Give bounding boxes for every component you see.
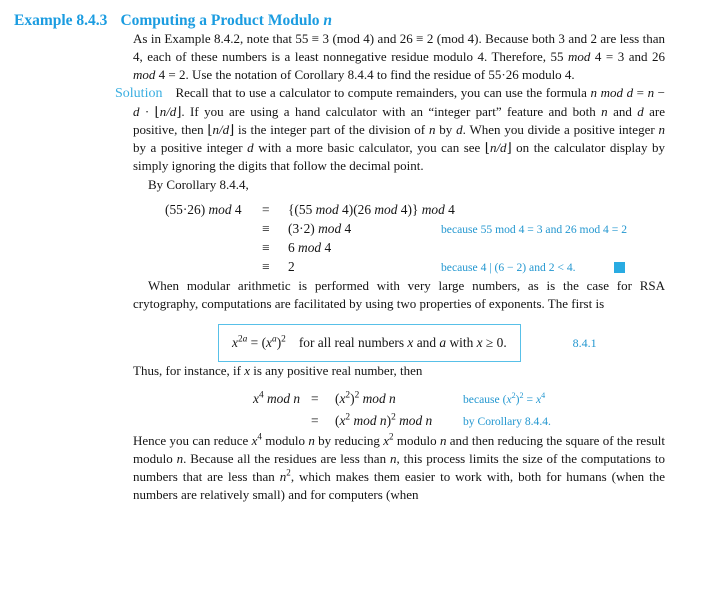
hence-paragraph: Hence you can reduce $x^4$ modulo n by reducing $x^2$ modulo n and then reducing the square of the result modulo n. Because all the residues are less than n, this process limits the size of the computations to numbers that are less than $n^2$, which makes them easier to work with, both for humans (when the numbers are relatively small) and for computers (when [133,432,666,503]
equation-note: because 4 | (6 − 2) and 2 < 4. [441,260,576,274]
boxed-equation: $x^{2a} = (x^a)^2$ for all real numbers x and a with x ≥ 0. [218,324,521,362]
derivation-row [165,258,665,278]
derivation-row [253,410,665,432]
end-of-example-marker [614,262,625,273]
equation-operator: = [311,391,319,407]
equation-operator: ≡ [262,220,270,236]
by-corollary-line: By Corollary 8.4.4, [148,177,249,192]
equation-lhs: $x^4$ mod n [253,390,301,407]
text-column [115,30,666,504]
solution-label: Solution [115,86,163,101]
example-heading [14,12,705,30]
derivation-row [165,220,665,240]
exponent-intro-paragraph: When modular arithmetic is performed with very large numbers, as is the case for RSA crytography, computations are facilitated by using two properties of exponents. The first is [133,278,665,312]
equation-rhs: (3·2) mod 4 [288,220,352,236]
equation-operator: ≡ [262,258,270,274]
equation-note: by Corollary 8.4.4. [463,415,551,429]
equation-operator: = [311,413,319,429]
example-number: Example 8.4.3 [14,12,108,29]
equation-rhs: {(55 mod 4)(26 mod 4)} mod 4 [288,202,455,217]
equation-note: because 55 mod 4 = 3 and 26 mod 4 = 2 [441,222,627,236]
equation-rhs: ($x^2$ mod n)$^2$ mod n [335,412,433,429]
example-title: Computing a Product Modulo n [120,12,333,29]
equation-number-label: 8.4.1 [572,335,597,350]
equation-lhs: (55·26) mod 4 [165,202,242,217]
equation-rhs: 6 mod 4 [288,240,332,256]
derivation-row [165,239,665,258]
derivation-row [165,201,665,220]
equation-rhs: $(x^2)^2$ mod n [335,390,396,407]
derivation-block-1 [165,201,665,277]
equation-rhs: 2 [288,258,295,274]
solution-text: Recall that to use a calculator to compute remainders, you can use the formula n mod d = n − d · ⌊n/d⌋. If you are using a hand calculator with an “integer part” feature and both n and d are positive, then ⌊n/d⌋ is the integer part of the division of n by d. When you divide a positive integer n by a positive integer d with a more basic calculator, you can see ⌊n/d⌋ on the calculator display by simply ignoring the digits that follow the decimal point. [133,85,666,173]
equation-operator: = [262,202,270,217]
derivation-row [253,388,665,410]
equation-operator: ≡ [262,240,270,256]
solution-paragraph [115,84,666,175]
intro-paragraph: As in Example 8.4.2, note that 55 ≡ 3 (mod 4) and 26 ≡ 2 (mod 4). Because both 3 and 2 are less than 4, each of these numbers is a least nonnegative residue modulo 4. Therefore, 55 mod 4 = 3 and 26 mod 4 = 2. Use the notation of Corollary 8.4.4 to find the residue of 55·26 modulo 4. [133,31,665,82]
equation-note: because $(x^2)^2 = x^4$ [463,391,546,407]
derivation-block-2 [253,388,665,432]
thus-paragraph: Thus, for instance, if x is any positive real number, then [133,363,423,379]
boxed-equation-row [218,324,665,362]
